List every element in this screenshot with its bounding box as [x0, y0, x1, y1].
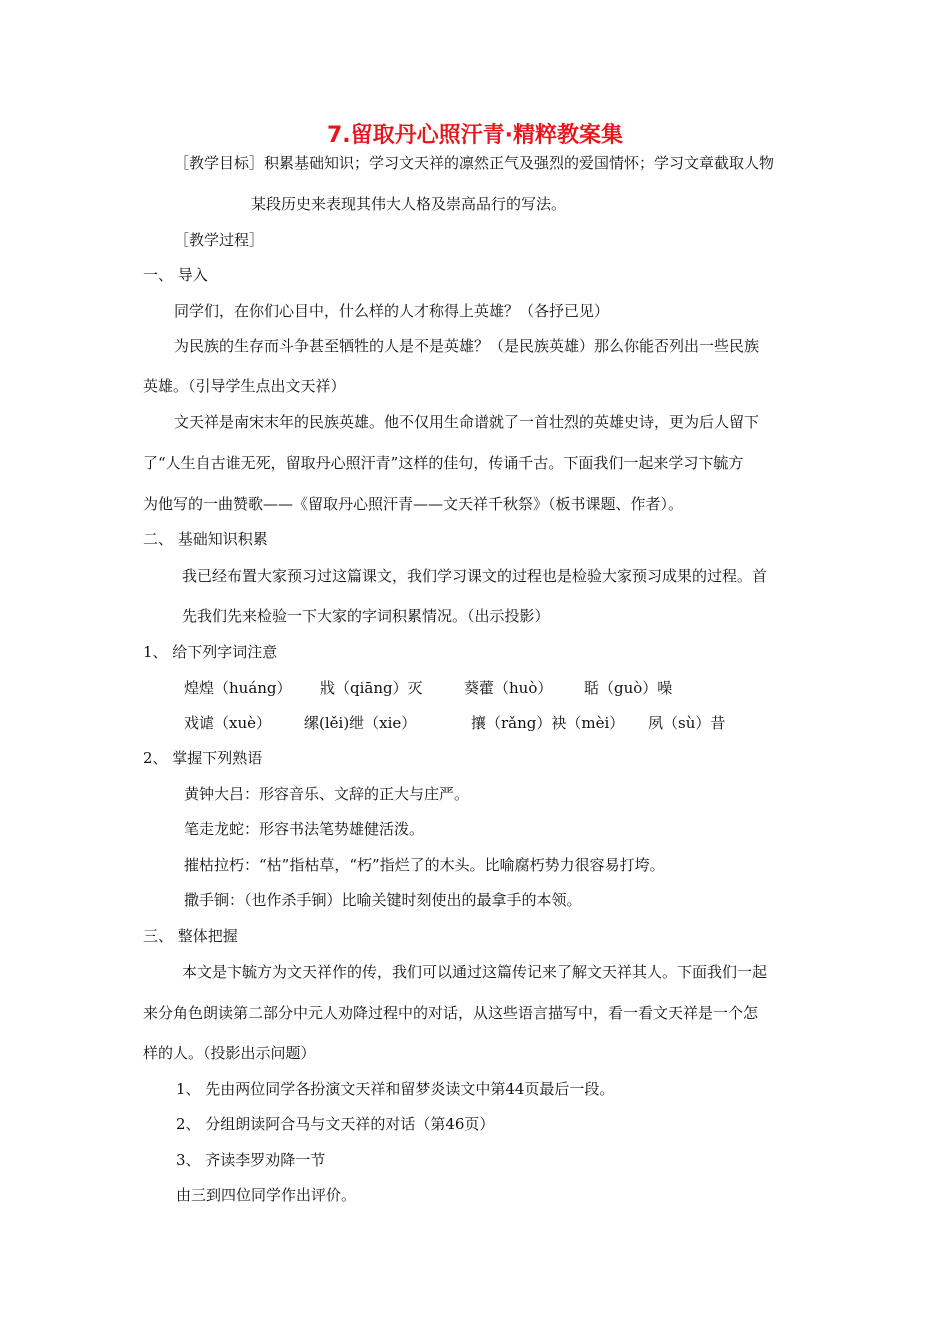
document-title: 7.留取丹心照汗青·精粹教案集 [326, 123, 624, 148]
vocab-item: 夙（sù）昔 [648, 714, 726, 732]
vocab-item: 戕（qiāng）灭 [320, 679, 423, 697]
idiom-2: 笔走龙蛇：形容书法笔势雄健活泼。 [184, 820, 425, 838]
section-2-heading: 二、 基础知识积累 [143, 530, 268, 548]
section-1-paragraph-2-line-1: 为民族的生存而斗争甚至牺牲的人是不是英雄？（是民族英雄）那么你能否列出一些民族 [174, 337, 760, 355]
section-1-paragraph-1: 同学们，在你们心目中，什么样的人才称得上英雄？（各抒已见） [174, 302, 610, 320]
vocab-item: 戏谑（xuè） [184, 714, 271, 732]
section-1-paragraph-3-line-2: 了“人生自古谁无死，留取丹心照汗青”这样的佳句，传诵千古。下面我们一起来学习卞毓方 [143, 454, 744, 472]
teaching-process-heading: ［教学过程］ [174, 231, 265, 249]
step-3: 3、 齐读李罗劝降一节 [176, 1151, 326, 1169]
item-1-heading: 1、 给下列字词注意 [143, 643, 278, 661]
idiom-4: 撒手锏：（也作杀手锏）比喻关键时刻使出的最拿手的本领。 [184, 891, 582, 909]
section-3-paragraph-line-3: 样的人。（投影出示问题） [143, 1044, 316, 1062]
teaching-goal-line-1: ［教学目标］积累基础知识；学习文天祥的凛然正气及强烈的爱国情怀；学习文章截取人物 [174, 154, 775, 172]
vocab-item: 煌煌（huáng） [184, 679, 292, 697]
vocab-item: 攘（rǎng）袂（mèi） [471, 714, 625, 732]
step-2: 2、 分组朗读阿合马与文天祥的对话（第46页） [176, 1115, 495, 1133]
section-3-paragraph-line-2: 来分角色朗读第二部分中元人劝降过程中的对话，从这些语言描写中，看一看文天祥是一个怎 [143, 1004, 759, 1022]
item-2-heading: 2、 掌握下列熟语 [143, 749, 263, 767]
idiom-3: 摧枯拉朽：“枯”指枯草，“朽”指烂了的木头。比喻腐朽势力很容易打垮。 [184, 856, 665, 874]
section-1-paragraph-3-line-1: 文天祥是南宋末年的民族英雄。他不仅用生命谱就了一首壮烈的英雄史诗，更为后人留下 [174, 413, 760, 431]
vocab-item: 缧(lěi)绁（xie） [304, 714, 417, 732]
section-3-heading: 三、 整体把握 [143, 927, 238, 945]
vocab-item: 葵藿（huò） [464, 679, 553, 697]
idiom-1: 黄钟大吕：形容音乐、文辞的正大与庄严。 [184, 785, 470, 803]
teaching-goal-line-2: 某段历史来表现其伟大人格及崇高品行的写法。 [251, 195, 567, 213]
section-2-paragraph-line-1: 我已经布置大家预习过这篇课文，我们学习课文的过程也是检验大家预习成果的过程。首 [182, 567, 768, 585]
section-1-heading: 一、 导入 [143, 266, 208, 284]
section-1-paragraph-2-line-2: 英雄。（引导学生点出文天祥） [143, 377, 346, 395]
section-2-paragraph-line-2: 先我们先来检验一下大家的字词积累情况。（出示投影） [182, 607, 550, 625]
section-1-paragraph-3-line-3: 为他写的一曲赞歌——《留取丹心照汗青——文天祥千秋祭》（板书课题、作者）。 [143, 495, 684, 513]
vocab-item: 聒（guò）噪 [584, 679, 673, 697]
section-3-paragraph-line-1: 本文是卞毓方为文天祥作的传，我们可以通过这篇传记来了解文天祥其人。下面我们一起 [182, 963, 768, 981]
closing-line: 由三到四位同学作出评价。 [176, 1186, 357, 1204]
step-1: 1、 先由两位同学各扮演文天祥和留梦炎读文中第44页最后一段。 [176, 1080, 615, 1098]
